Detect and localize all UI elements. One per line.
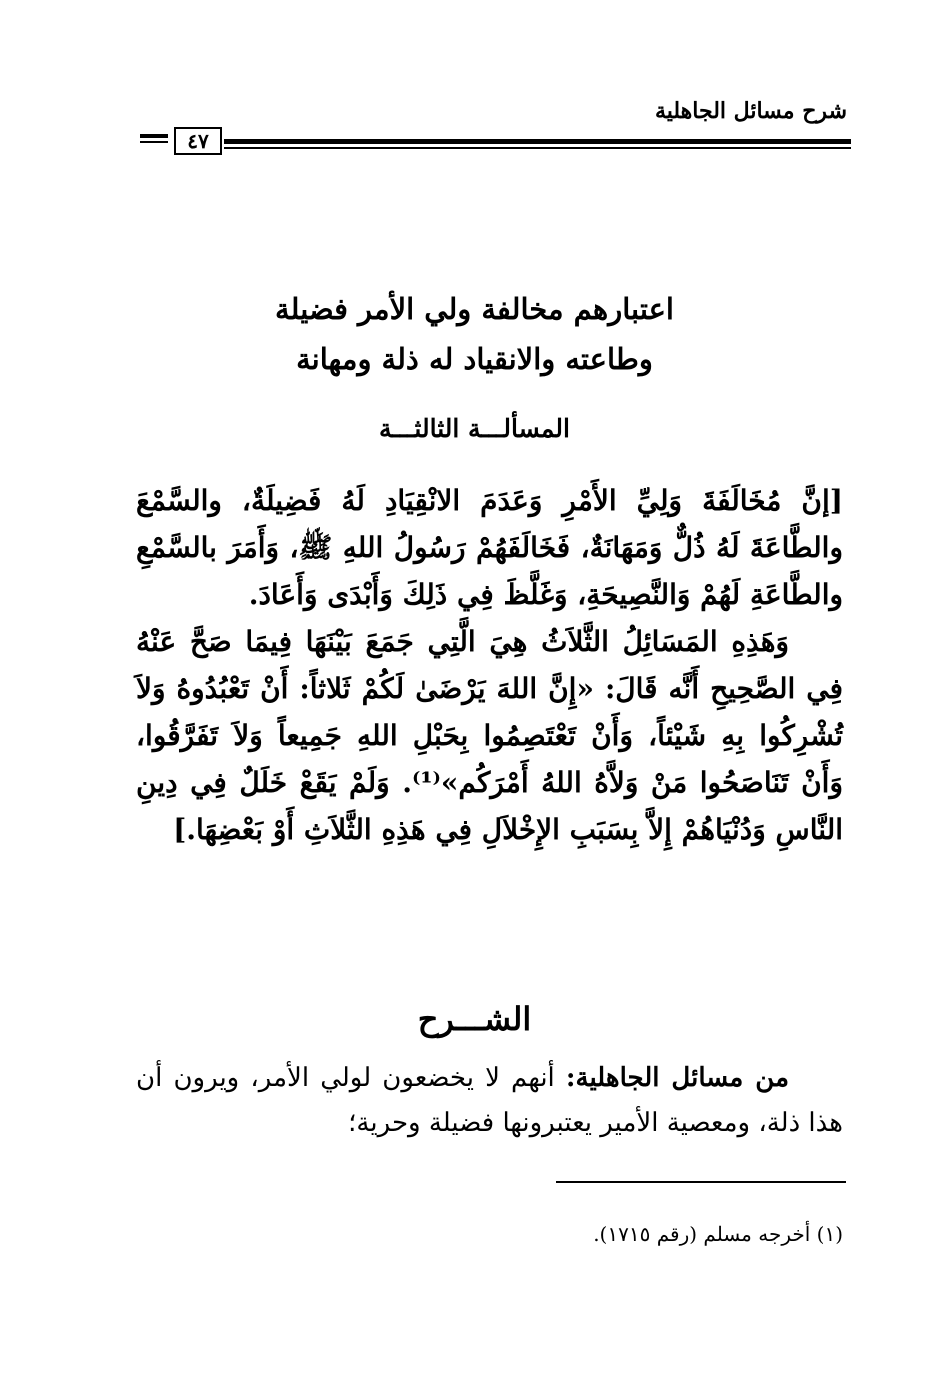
commentary-text: [136, 1056, 843, 1146]
matn-text: [136, 477, 843, 853]
commentary-paragraph: [136, 1056, 843, 1146]
chapter-title-line-2: وطاعته والانقياد له ذلة ومهانة: [296, 342, 653, 376]
header-ornament: [140, 134, 168, 146]
chapter-title-line-1: اعتبارهم مخالفة ولي الأمر فضيلة: [275, 292, 674, 326]
sharh-heading: الشـــرح: [417, 1000, 532, 1038]
chapter-title: [0, 284, 949, 384]
matn-paragraph-2: وَهَذِهِ المَسَائِلُ الثَّلاَثُ هِيَ الَّتِي جَمَعَ بَيْنَهَا فِيمَا صَحَّ عَنْهُ فِي الصَّحِيحِ أَنَّه قَالَ: «إِنَّ اللهَ يَرْضَىٰ لَكُمْ ثَلاثاً: أَنْ تَعْبُدُوهُ وَلاَ تُشْرِكُوا بِهِ شَيْئاً، وَأَنْ تَعْتَصِمُوا بِحَبْلِ اللهِ جَمِيعاً وَلاَ تَفَرَّقُوا، وَأَنْ تَنَاصَحُوا مَنْ وَلاَّهُ اللهُ أَمْرَكُم»⁽¹⁾. وَلَمْ يَقَعْ خَلَلٌ فِي دِينِ النَّاسِ وَدُنْيَاهُمْ إِلاَّ بِسَبَبِ الإِخْلاَلِ فِي هَذِهِ الثَّلاَثِ أَوْ بَعْضِهَا.]: [136, 625, 843, 846]
running-title: شرح مسائل الجاهلية: [654, 98, 847, 124]
footnote-rule: [556, 1181, 846, 1183]
page-number: ٤٧: [174, 127, 222, 155]
commentary-body: أنهم لا يخضعون لولي الأمر، ويرون أن هذا ذلة، ومعصية الأمير يعتبرونها فضيلة وحرية؛: [136, 1063, 843, 1138]
footnote: (١) أخرجه مسلم (رقم ١٧١٥).: [593, 1222, 843, 1246]
issue-heading: المسألـــة الثالثـــة: [379, 414, 570, 443]
commentary-lead: من مسائل الجاهلية:: [565, 1063, 790, 1093]
matn-paragraph-1: [إنَّ مُخَالَفَةَ وَلِيِّ الأَمْرِ وَعَدَمَ الانْقِيَادِ لَهُ فَضِيلَةٌ، والسَّمْعَ والطَّاعَةَ لَهُ ذُلٌّ وَمَهَانَةٌ، فَخَالَفَهُمْ رَسُولُ اللهِ ﷺ، وَأَمَرَ بالسَّمْعِ والطَّاعَةِ لَهُمْ وَالنَّصِيحَةِ، وَغَلَّظَ فِي ذَلِكَ وَأَبْدَى وَأَعَادَ.: [136, 484, 843, 611]
header-rule: [224, 139, 851, 149]
